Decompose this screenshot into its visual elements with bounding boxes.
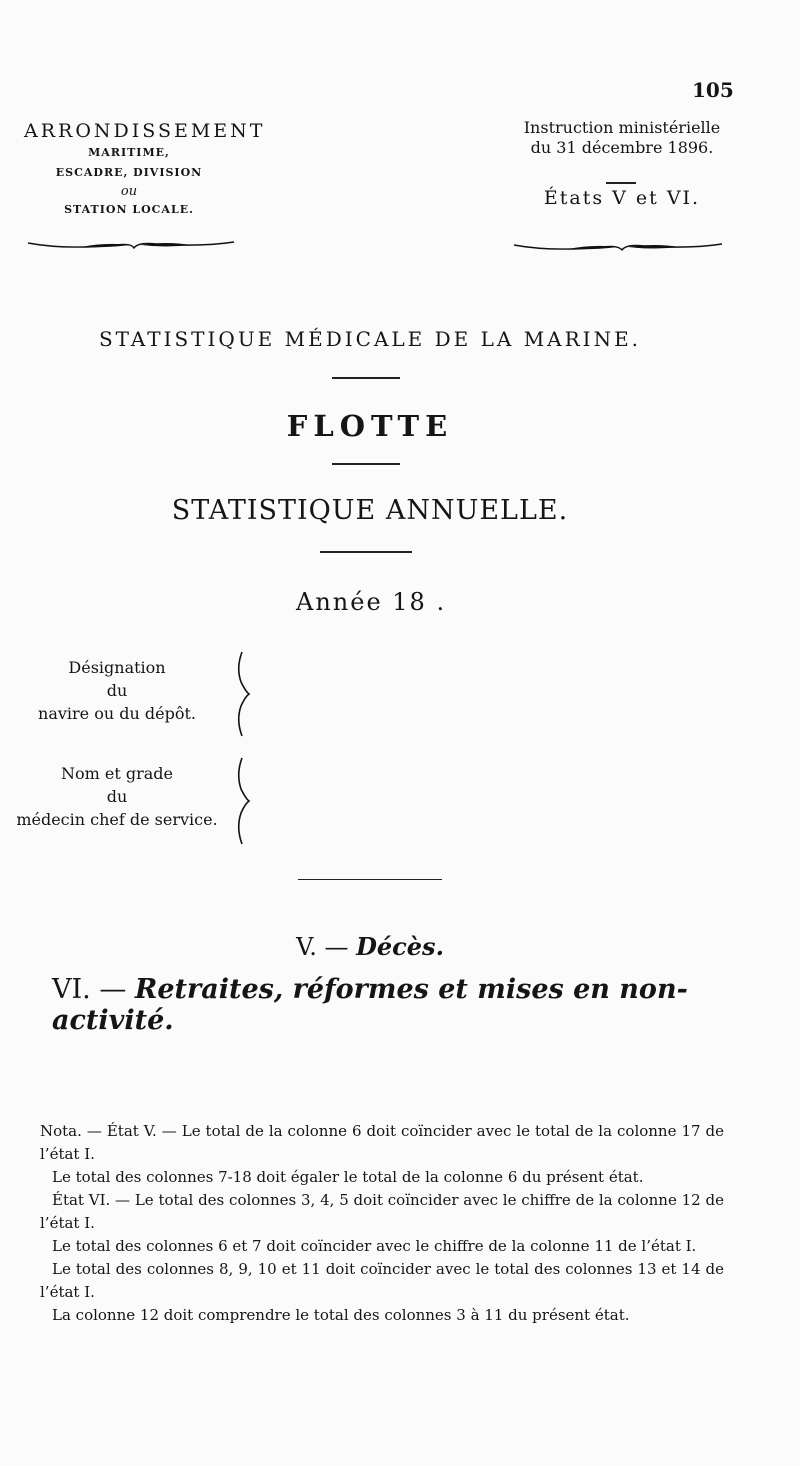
nota-paragraph: La colonne 12 doit comprendre le total des colonnes 3 à 11 du présent état. xyxy=(52,1306,630,1324)
subheading: STATISTIQUE ANNUELLE. xyxy=(171,495,569,526)
nota-paragraph: Le total des colonnes 6 et 7 doit coïncider avec le chiffre de la colonne 11 de l’état I. xyxy=(52,1237,697,1255)
ship-designation-line3: navire ou du dépôt. xyxy=(38,704,196,723)
nota-block xyxy=(40,1120,724,1327)
right-header xyxy=(512,118,732,209)
heading-rule-1 xyxy=(332,377,400,379)
right-header-line1: Instruction ministérielle xyxy=(523,118,721,137)
left-header-line3: ESCADRE, DIVISION xyxy=(55,166,203,179)
right-header-line2: du 31 décembre 1896. xyxy=(530,138,714,157)
heading-rule-3 xyxy=(320,551,412,553)
section-v-title: Décès. xyxy=(356,932,444,961)
ship-designation-line1: Désignation xyxy=(68,658,166,677)
main-heading: STATISTIQUE MÉDICALE DE LA MARINE. xyxy=(98,327,642,351)
year-field: Année 18 . xyxy=(296,588,447,616)
right-ornament-swash xyxy=(512,238,724,258)
page-number: 105 xyxy=(692,78,734,102)
heading-rule-2 xyxy=(332,463,400,465)
section-v-number: V. — xyxy=(296,933,357,961)
left-header-line1: ARRONDISSEMENT xyxy=(24,120,266,142)
ship-designation-line2: du xyxy=(106,681,128,700)
nota-paragraph: Nota. — État V. — Le total de la colonne 6 doit coïncider avec le total de la colonne 17 de l’état I. xyxy=(40,1122,724,1163)
ship-designation-label xyxy=(2,656,232,725)
section-vi-number: VI. — xyxy=(52,974,135,1005)
nota-paragraph: Le total des colonnes 7-18 doit égaler le total de la colonne 6 du présent état. xyxy=(52,1168,644,1186)
medecin-line1: Nom et grade xyxy=(60,764,173,783)
nota-paragraph: Le total des colonnes 8, 9, 10 et 11 doit coïncider avec le total des colonnes 13 et 14 de l’état I. xyxy=(40,1260,724,1301)
right-header-line3: États V et VI. xyxy=(543,187,701,209)
right-header-divider xyxy=(606,182,636,184)
left-header-line2: MARITIME, xyxy=(88,146,170,159)
ship-designation-brace xyxy=(232,650,254,738)
left-header-line4: ou xyxy=(120,184,138,199)
medecin-line3: médecin chef de service. xyxy=(16,810,218,829)
section-vi-heading xyxy=(52,974,800,1036)
medecin-label xyxy=(2,762,232,831)
left-ornament-swash xyxy=(26,236,236,256)
left-header-line5: STATION LOCALE. xyxy=(64,203,194,216)
section-divider xyxy=(298,879,442,880)
medecin-line2: du xyxy=(106,787,128,806)
medecin-brace xyxy=(232,756,254,846)
flotte-title: FLOTTE xyxy=(286,409,454,443)
left-header xyxy=(24,120,266,216)
section-vi-title: Retraites, réformes et mises en non-activité. xyxy=(52,974,688,1036)
section-v-heading xyxy=(0,932,740,961)
nota-paragraph: État VI. — Le total des colonnes 3, 4, 5 doit coïncider avec le chiffre de la colonne 12 de l’état I. xyxy=(40,1191,724,1232)
